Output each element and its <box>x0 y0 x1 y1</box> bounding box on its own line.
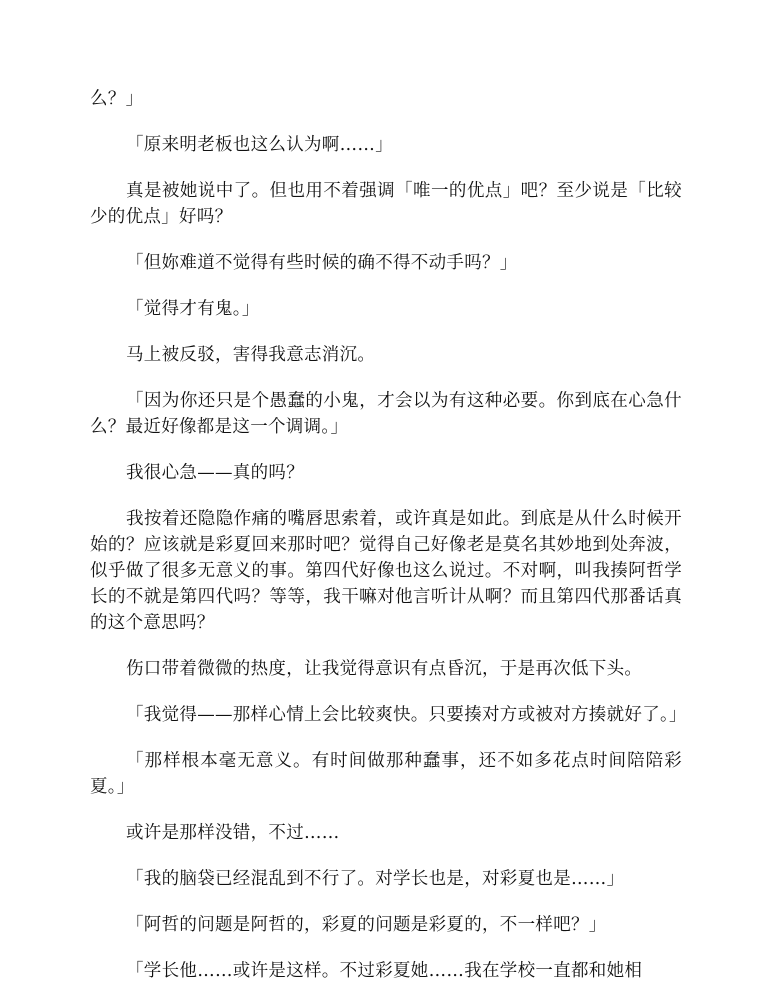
paragraph: 真是被她说中了。但也用不着强调「唯一的优点」吧？至少说是「比较少的优点」好吗？ <box>90 181 682 227</box>
paragraph: 马上被反驳，害得我意志消沉。 <box>126 345 376 365</box>
paragraph: 我很心急——真的吗？ <box>126 463 304 483</box>
paragraph: 「我的脑袋已经混乱到不行了。对学长也是，对彩夏也是……」 <box>126 869 625 889</box>
paragraph: 我按着还隐隐作痛的嘴唇思索着，或许真是如此。到底是从什么时候开始的？应该就是彩夏回来那时吧？觉得自己好像老是莫名其妙地到处奔波，似乎做了很多无意义的事。第四代好像也这么说过。不对啊，叫我揍阿哲学长的不就是第四代吗？等等，我干嘛对他言听计从啊？而且第四代那番话真的这个意思吗？ <box>90 509 682 633</box>
paragraph: 「原来明老板也这么认为啊……」 <box>126 135 393 155</box>
paragraph: 伤口带着微微的热度，让我觉得意识有点昏沉，于是再次低下头。 <box>126 659 643 679</box>
paragraph: 么？」 <box>90 89 144 109</box>
paragraph: 「但妳难道不觉得有些时候的确不得不动手吗？」 <box>126 253 518 273</box>
paragraph: 「学长他……或许是这样。不过彩夏她……我在学校一直都和她相 <box>126 961 643 981</box>
paragraph: 「那样根本毫无意义。有时间做那种蠢事，还不如多花点时间陪陪彩夏。」 <box>90 751 682 797</box>
document-page <box>90 86 687 1004</box>
paragraph: 或许是那样没错，不过…… <box>126 823 340 843</box>
paragraph: 「阿哲的问题是阿哲的，彩夏的问题是彩夏的，不一样吧？」 <box>126 915 607 935</box>
paragraph: 「我觉得——那样心情上会比较爽快。只要揍对方或被对方揍就好了。」 <box>126 705 687 725</box>
paragraph: 「因为你还只是个愚蠢的小鬼，才会以为有这种必要。你到底在心急什么？最近好像都是这一个调调。」 <box>90 391 682 437</box>
paragraph: 「觉得才有鬼。」 <box>126 299 260 319</box>
